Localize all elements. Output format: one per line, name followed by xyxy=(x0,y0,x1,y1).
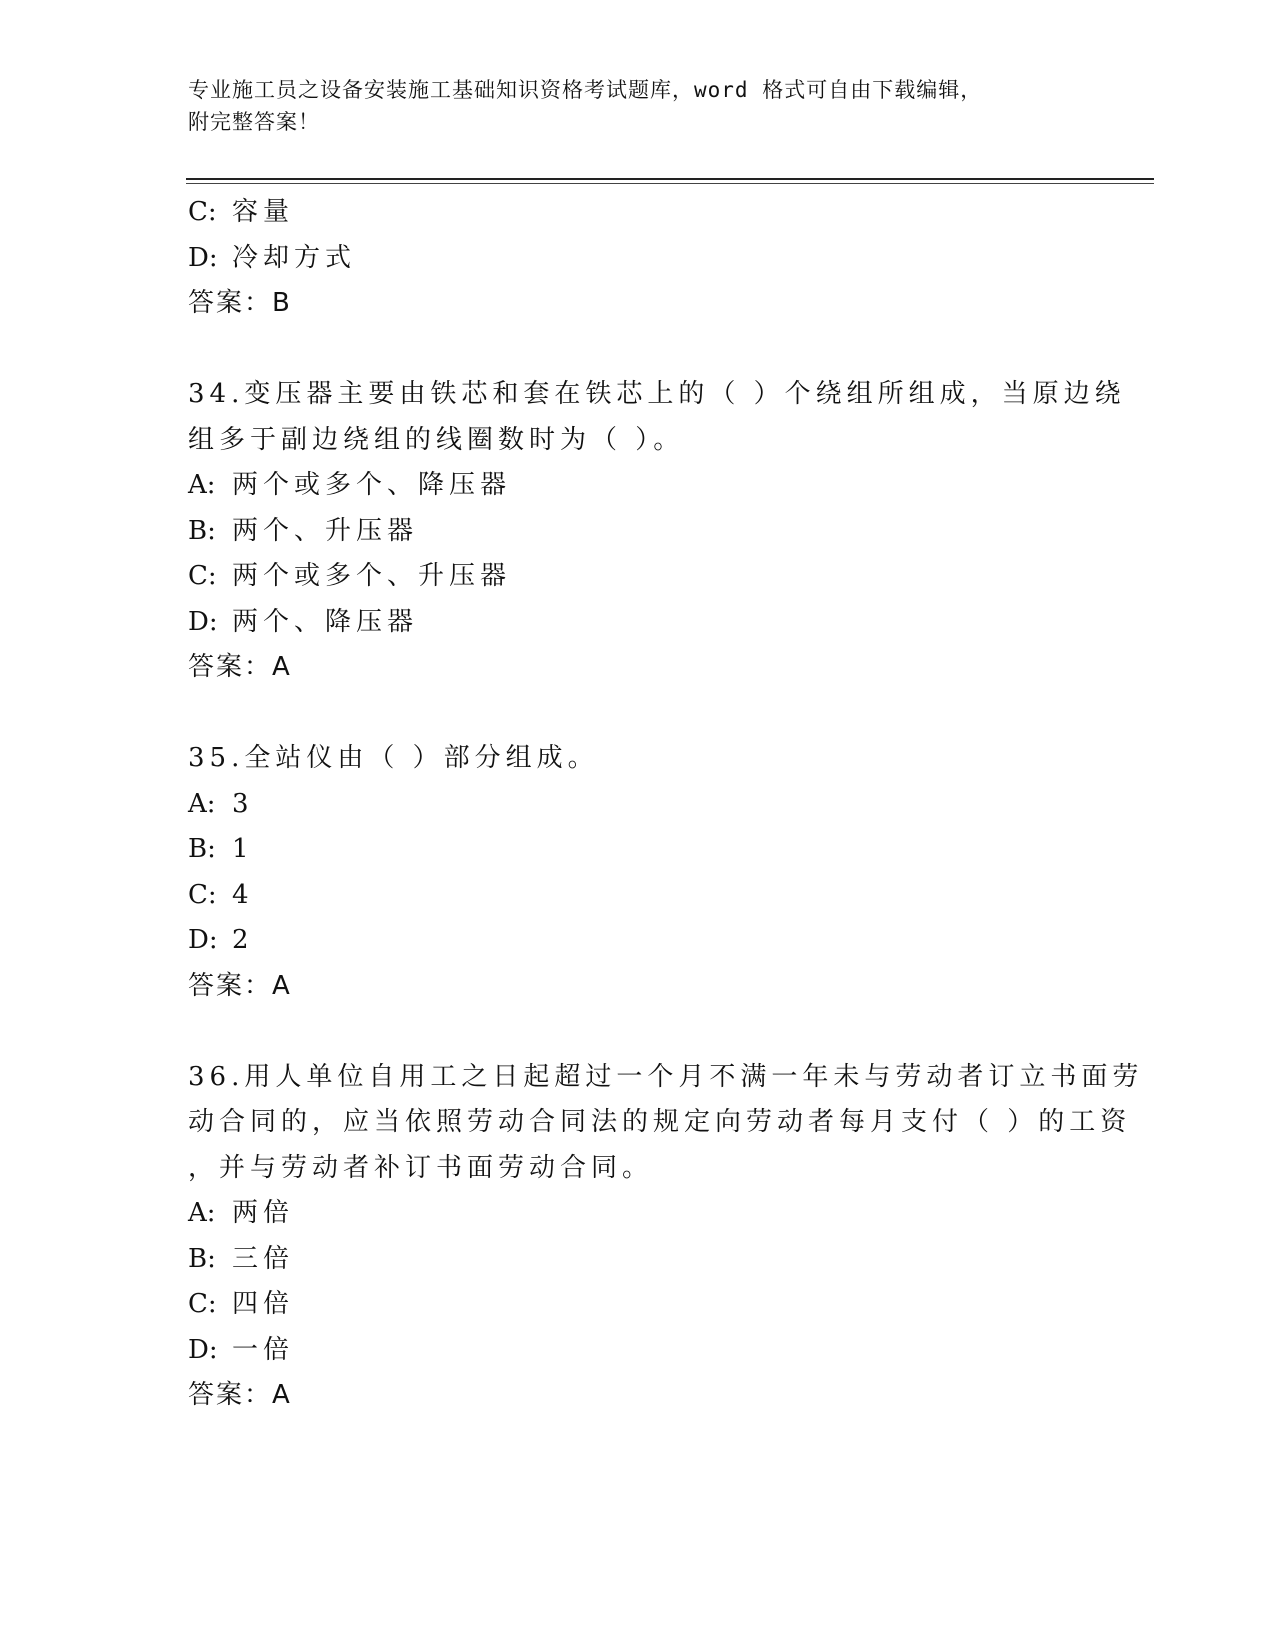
option-key: B: xyxy=(188,1243,216,1274)
option-key: A: xyxy=(188,470,216,500)
option-text: 4 xyxy=(232,879,254,910)
option-b xyxy=(188,1237,1088,1283)
spacer xyxy=(188,327,1088,373)
question-35 xyxy=(188,736,1088,1009)
option-text: 两个、升压器 xyxy=(232,515,419,546)
option-text: 容量 xyxy=(232,197,295,227)
option-c xyxy=(188,873,1088,919)
option-key: D: xyxy=(188,606,218,637)
question-stem-line: 35.全站仪由（ ）部分组成。 xyxy=(188,743,599,773)
option-text: 2 xyxy=(232,925,254,955)
answer-line: 答案：A xyxy=(188,970,292,1001)
option-key: C: xyxy=(188,561,217,591)
option-text: 两个或多个、升压器 xyxy=(232,561,512,591)
header-divider xyxy=(186,178,1154,180)
question-34 xyxy=(188,372,1126,691)
question-list xyxy=(188,190,1144,1419)
option-b xyxy=(188,509,1088,555)
question-stem-line: 动合同的，应当依照劳动合同法的规定向劳动者每月支付（ ）的工资 xyxy=(188,1107,1132,1137)
option-a xyxy=(188,463,1088,509)
option-c xyxy=(188,554,1088,600)
question-stem-line: 组多于副边绕组的线圈数时为（ ）。 xyxy=(188,424,685,455)
option-key: D: xyxy=(188,1334,218,1365)
option-key: C: xyxy=(188,1289,217,1319)
question-stem-line: 34.变压器主要由铁芯和套在铁芯上的（ ）个绕组所组成，当原边绕 xyxy=(188,379,1126,409)
question-33-continued xyxy=(188,190,1088,327)
option-key: B: xyxy=(188,834,216,864)
option-text: 冷却方式 xyxy=(232,242,357,273)
question-stem-line: 36.用人单位自用工之日起超过一个月不满一年未与劳动者订立书面劳 xyxy=(188,1061,1144,1092)
option-text: 三倍 xyxy=(232,1243,295,1274)
question-stem-line: ，并与劳动者补订书面劳动合同。 xyxy=(188,1152,654,1183)
option-text: 一倍 xyxy=(232,1334,295,1365)
spacer xyxy=(188,1009,1088,1055)
option-text: 1 xyxy=(232,834,254,864)
spacer xyxy=(188,691,1088,737)
answer-line: 答案：A xyxy=(188,652,292,682)
option-key: A: xyxy=(188,1198,216,1228)
option-c xyxy=(188,1282,1088,1328)
option-key: D: xyxy=(188,242,218,273)
header-divider-thin xyxy=(186,183,1154,184)
option-text: 四倍 xyxy=(232,1289,295,1319)
option-a xyxy=(188,1191,1088,1237)
option-key: B: xyxy=(188,515,216,546)
option-key: C: xyxy=(188,197,217,227)
option-key: A: xyxy=(188,788,216,819)
option-c xyxy=(188,190,1088,236)
option-d xyxy=(188,236,1088,282)
header-line-1: 专业施工员之设备安装施工基础知识资格考试题库，word 格式可自由下载编辑， xyxy=(188,78,983,102)
option-a xyxy=(188,782,1088,828)
header-line-2: 附完整答案！ xyxy=(188,110,320,134)
option-key: C: xyxy=(188,879,217,910)
option-text: 两个、降压器 xyxy=(232,606,419,637)
answer-line: 答案：A xyxy=(188,1380,292,1410)
option-d xyxy=(188,1328,1088,1374)
option-d xyxy=(188,918,1088,964)
question-36 xyxy=(188,1055,1144,1419)
option-b xyxy=(188,827,1088,873)
option-d xyxy=(188,600,1088,646)
answer-line: 答案：B xyxy=(188,288,292,318)
option-key: D: xyxy=(188,925,218,955)
page-header xyxy=(188,74,1088,138)
option-text: 两个或多个、降压器 xyxy=(232,470,512,500)
option-text: 3 xyxy=(232,788,254,819)
option-text: 两倍 xyxy=(232,1198,295,1228)
